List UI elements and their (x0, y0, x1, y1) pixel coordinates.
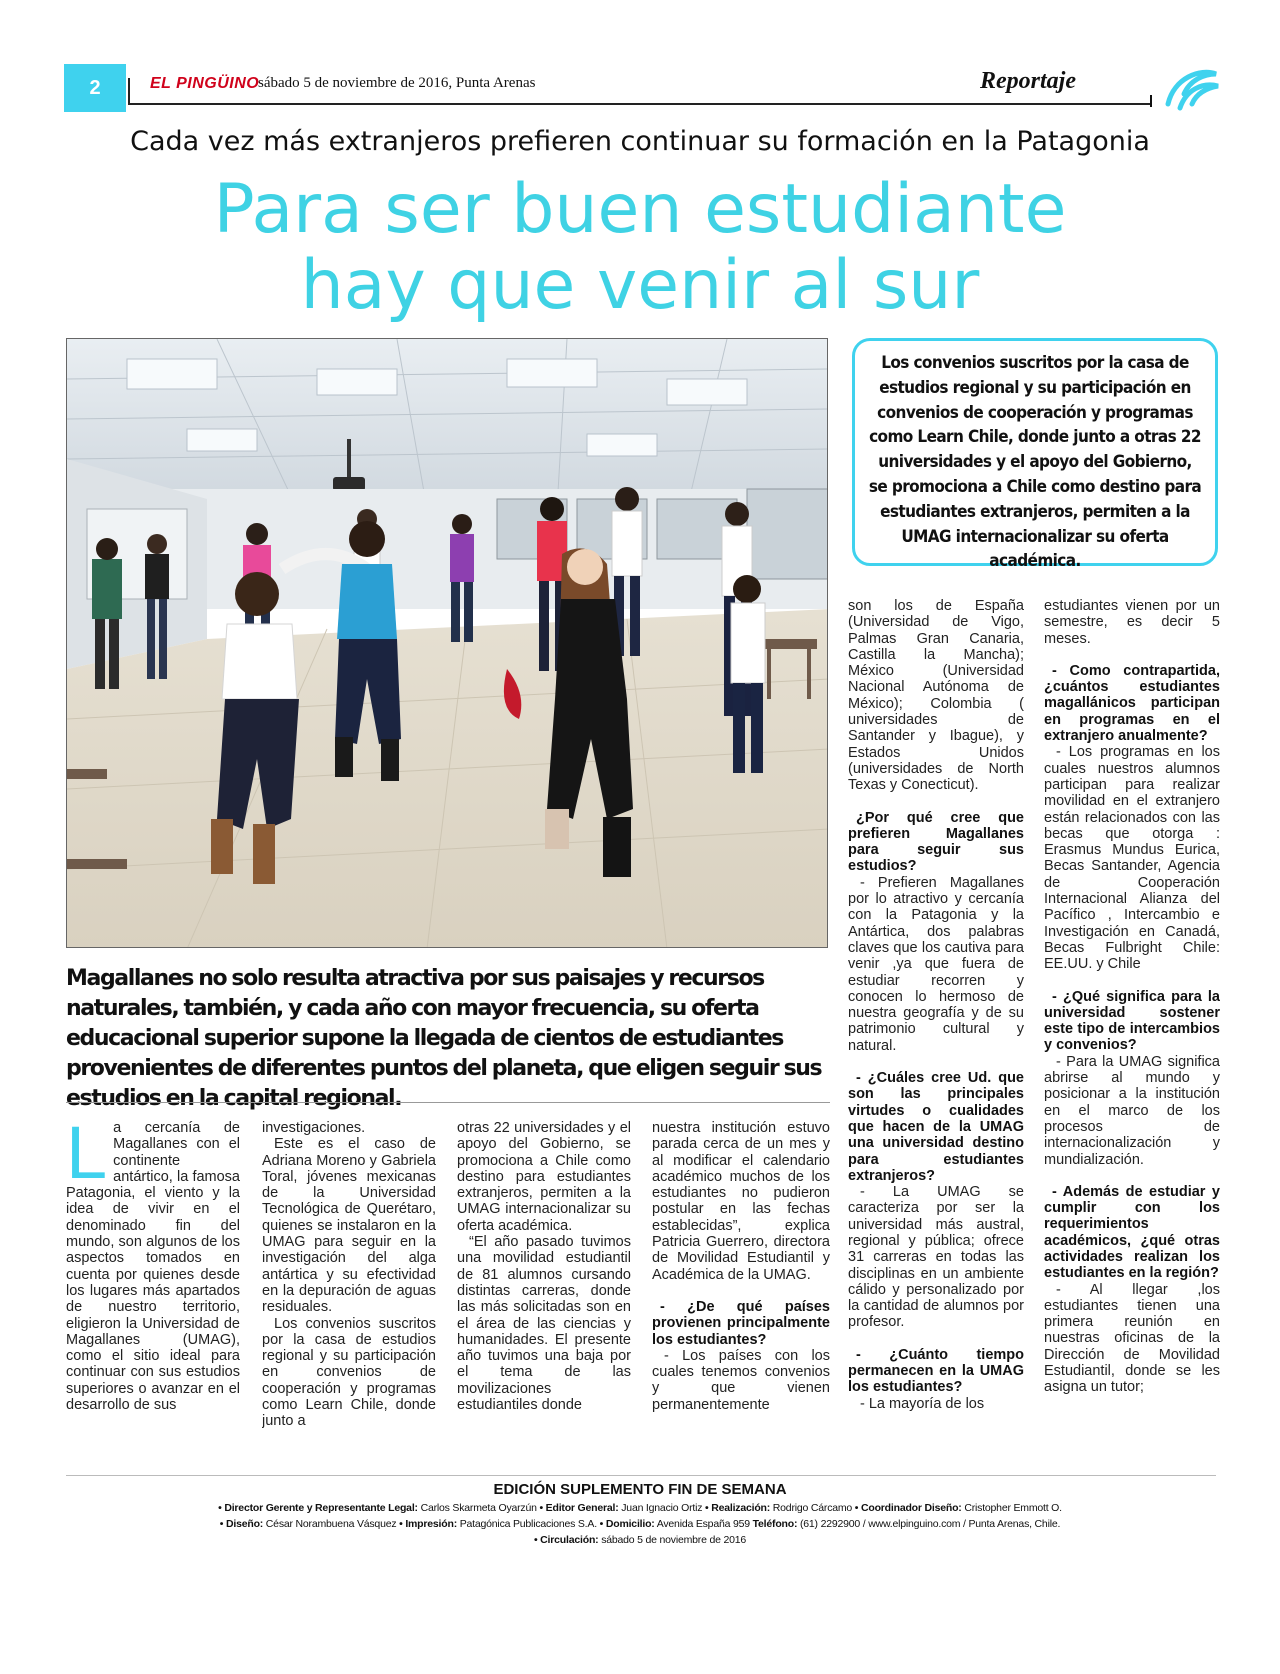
interview-answer: - Los programas en los cuales nuestros alumnos participan para realizar movilidad en el extranjero están relacionados con las becas que otorga : Erasmus Mundus Eurica, Becas Santander, Agencia de Cooperación Internacional Alianza del Pacífico , Intercambio e Investigación en Canadá, Becas Fulbright Chile: EE.UU. y Chile (1044, 744, 1220, 973)
interview-answer: - Los países con los cuales tenemos convenios y que vienen permanentemente (652, 1347, 830, 1413)
interview-question: - ¿Cuáles cree Ud. que son las principales virtudes o cualidades que hacen de la UMAG una universidad destino para estudiantes extranjeros? (848, 1070, 1024, 1184)
interview-question: - Como contrapartida, ¿cuántos estudiantes magallánicos participan en programas en el extranjero anualmente? (1044, 662, 1220, 745)
body-paragraph: son los de España (Universidad de Vigo, Palmas Gran Canaria, Castilla la Mancha); México (Universidad Nacional Autónoma de México); Colombia ( universidades de Santander y Ibague), y Estados Unidos (universidades de North Texas y Conecticut). (848, 598, 1024, 794)
interview-answer: - Al llegar ,los estudiantes tienen una primera reunión en nuestras oficinas de la Dirección de Movilidad Estudiantil, donde se les asigna un tutor; (1044, 1281, 1220, 1396)
credit-value: Juan Ignacio Ortiz (621, 1502, 703, 1514)
interview-answer: - Para la UMAG significa abrirse al mundo y posicionar a la institución en el marco de los procesos de internacionalización y mundialización. (1044, 1053, 1220, 1168)
credit-value: Patagónica Publicaciones S.A. (459, 1518, 597, 1530)
brand-swirl-icon (1160, 64, 1222, 114)
lead-divider (66, 1102, 830, 1103)
credit-value: Carlos Skarmeta Oyarzún (420, 1502, 537, 1514)
credit-key: • Director Gerente y Representante Legal: (218, 1502, 418, 1514)
headline-line-1: Para ser buen estudiante (213, 170, 1067, 249)
drop-cap: L (66, 1120, 108, 1194)
body-paragraph: estudiantes vienen por un semestre, es decir 5 meses. (1044, 598, 1220, 647)
credit-key: • Circulación: (533, 1534, 599, 1546)
credit-value: (61) 2292900 / www.elpinguino.com / Punta Arenas, Chile. (799, 1518, 1061, 1530)
credit-value: Avenida España 959 (656, 1518, 750, 1530)
interview-answer: - Prefieren Magallanes por lo atractivo y cercanía con la Patagonia y la Antártica, dos palabras claves que los cautiva para venir ,ya que fuera de estudiar recorren y conocen lo hermoso de nuestra geografía y de su patrimonio cultural y natural. (848, 874, 1024, 1054)
column-4 (652, 1120, 830, 1448)
credit-value: sábado 5 de noviembre de 2016 (601, 1534, 747, 1546)
article-photo (66, 338, 828, 948)
lead-paragraph: Magallanes no solo resulta atractiva por sus paisajes y recursos naturales, también, y cada año con mayor frecuencia, su oferta educacional superior supone la llegada de cientos de estudiantes provenientes de diferentes puntos del planeta, que eligen seguir sus estudios en la capital regional. (66, 966, 822, 1111)
footer-credits-line-2 (0, 1518, 1280, 1530)
body-paragraph: nuestra institución estuvo parada cerca de un mes y al modificar el calendario académico muchos de los estudiantes no pudieron postular en las fechas establecidas”, explica Patricia Guerrero, directora de Movilidad Estudiantil y Académica de la UMAG. (652, 1120, 830, 1283)
body-paragraph: a cercanía de Magallanes con el continente antártico, la famosa Patagonia, el viento y la idea de vivir en el denominado fin del mundo, son algunos de los aspectos tomados en cuenta por quienes desde los lugares más apartados de nuestro territorio, eligieron la Universidad de Magallanes (UMAG), como el sitio ideal para continuar con sus estudios superiores o avanzar en el desarrollo de sus (66, 1120, 240, 1414)
headline-line-2: hay que venir al sur (300, 246, 980, 325)
credit-key: • Coordinador Diseño: (854, 1502, 962, 1514)
header-rule (128, 103, 1152, 105)
header-divider (128, 78, 130, 104)
footer-credits-line-1 (0, 1502, 1280, 1514)
body-paragraph: “El año pasado tuvimos una movilidad estudiantil de 81 alumnos cursando distintas carreras, donde las más solicitadas son en el área de las ciencias y humanidades. El presente año tuvimos una baja por el tema de las movilizaciones estudiantiles donde (457, 1234, 631, 1414)
credit-key: • Domicilio: (599, 1518, 655, 1530)
credit-value: César Norambuena Vásquez (265, 1518, 397, 1530)
footer-credits-line-3 (0, 1534, 1280, 1546)
credit-value: Rodrigo Cárcamo (772, 1502, 853, 1514)
interview-answer: - La UMAG se caracteriza por ser la universidad más austral, regional y pública; ofrece 31 carreras en todas las disciplinas en un ambiente cálido y personalizado por la cantidad de alumnos por profesor. (848, 1184, 1024, 1331)
credit-key: • Impresión: (399, 1518, 457, 1530)
credit-key: Teléfono: (752, 1518, 798, 1530)
interview-question: ¿Por qué cree que prefieren Magallanes para seguir sus estudios? (848, 809, 1024, 875)
newspaper-logo: EL PINGÜINO (150, 75, 260, 92)
interview-question: - Además de estudiar y cumplir con los requerimientos académicos, ¿qué otras actividades realizan los estudiantes en la región? (1044, 1183, 1220, 1282)
interview-question: - ¿Qué significa para la universidad sostener este tipo de intercambios y convenios? (1044, 988, 1220, 1054)
credit-value: Cristopher Emmott O. (964, 1502, 1062, 1514)
body-paragraph: otras 22 universidades y el apoyo del Gobierno, se promociona a Chile como destino para estudiantes extranjeros, permiten a la UMAG internacionalizar su oferta académica. (457, 1120, 631, 1234)
interview-answer: - La mayoría de los (860, 1395, 985, 1412)
callout-box: Los convenios suscritos por la casa de estudios regional y su participación en convenios de cooperación y programas como Learn Chile, donde junto a otras 22 universidades y el apoyo del Gobierno, se promociona a Chile como destino para estudiantes extranjeros, permiten a la UMAG internacionalizar su oferta académica. (852, 338, 1218, 566)
column-1 (66, 1120, 240, 1448)
interview-question: - ¿De qué países provienen principalmente los estudiantes? (652, 1298, 830, 1348)
credit-key: • Editor General: (539, 1502, 619, 1514)
footer-title: EDICIÓN SUPLEMENTO FIN DE SEMANA (493, 1481, 787, 1498)
credit-key: • Realización: (705, 1502, 771, 1514)
kicker-headline: Cada vez más extranjeros prefieren continuar su formación en la Patagonia (130, 126, 1150, 157)
main-headline (0, 172, 1280, 324)
section-title: Reportaje (980, 68, 1076, 94)
body-paragraph: Los convenios suscritos por la casa de estudios regional y su participación en convenios de cooperación y programas como Learn Chile, donde junto a (262, 1315, 436, 1430)
page-number: 2 (64, 64, 126, 112)
column-2 (262, 1120, 436, 1448)
header-bar (1150, 95, 1152, 107)
body-paragraph: investigaciones. (262, 1120, 366, 1136)
date-line: sábado 5 de noviembre de 2016, Punta Arenas (258, 75, 536, 91)
footer-rule (66, 1475, 1216, 1476)
body-paragraph: Este es el caso de Adriana Moreno y Gabriela Toral, jóvenes mexicanas de la Universidad Tecnológica de Querétaro, quienes se instalaron en la UMAG para seguir en la investigación del alga antártica y su efectividad en la depuración de aguas residuales. (262, 1136, 436, 1316)
interview-question: - ¿Cuánto tiempo permanecen en la UMAG los estudiantes? (848, 1346, 1024, 1396)
dance-class-photo (67, 339, 828, 948)
column-3 (457, 1120, 631, 1448)
column-6 (1044, 598, 1220, 1448)
credit-key: • Diseño: (219, 1518, 264, 1530)
column-5 (848, 598, 1024, 1448)
